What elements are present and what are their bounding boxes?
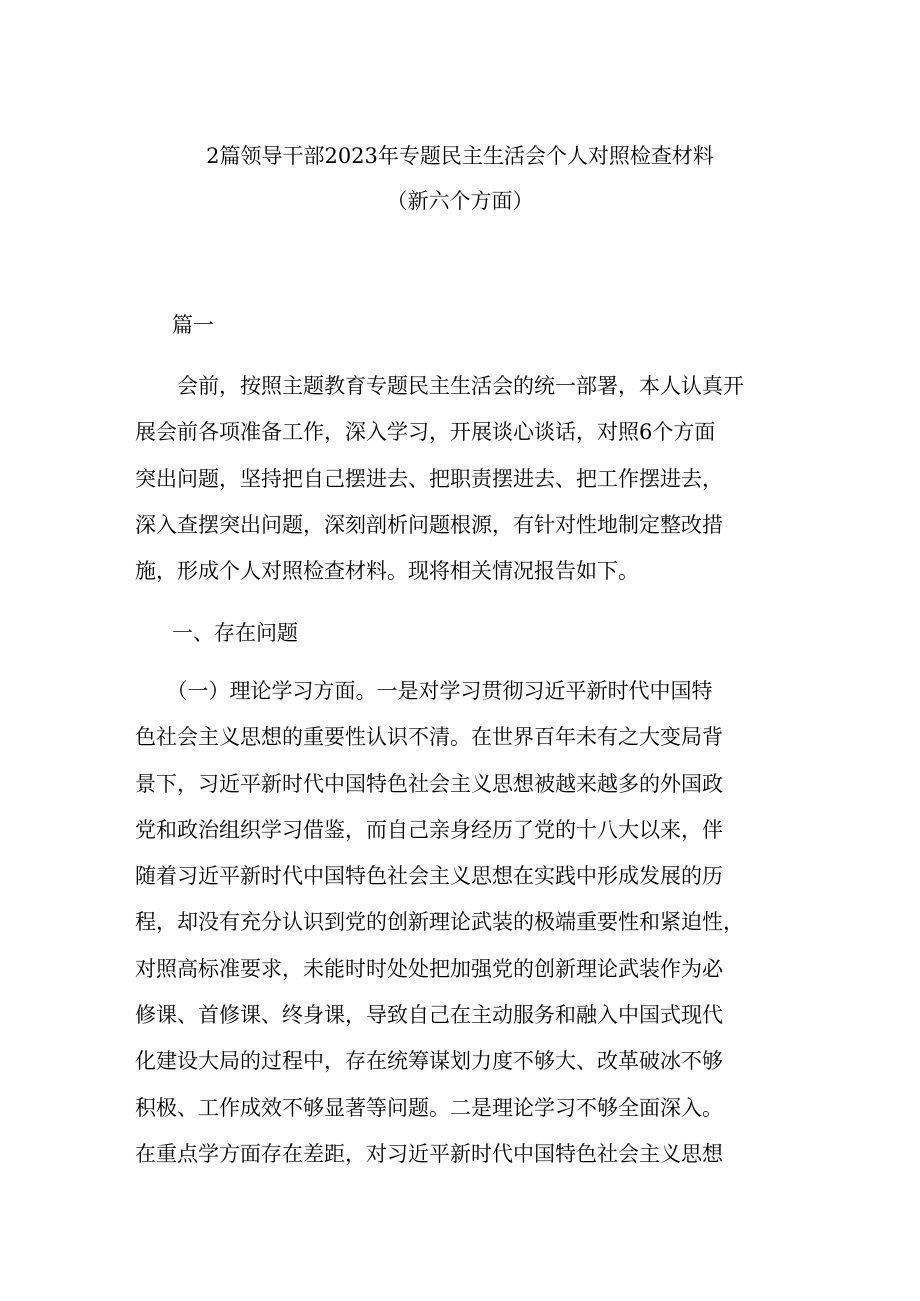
paragraph-line: 在重点学方面存在差距，对习近平新时代中国特色社会主义思想	[135, 1141, 723, 1166]
paragraph-line: 程，却没有充分认识到党的创新理论武装的极端重要性和紧迫性，	[135, 910, 744, 935]
paragraph-line: 展会前各项准备工作，深入学习，开展谈心谈话，对照6个方面	[135, 420, 716, 445]
paragraph-line: 随着习近平新时代中国特色社会主义思想在实践中形成发展的历	[135, 864, 723, 889]
section-heading: 一、存在问题	[172, 621, 298, 645]
paragraph-line: 突出问题，坚持把自己摆进去、把职责摆进去、把工作摆进去，	[135, 466, 723, 491]
paragraph-line: 深入查摆突出问题，深刻剖析问题根源，有针对性地制定整改措	[135, 512, 723, 537]
paragraph-line: 景下，习近平新时代中国特色社会主义思想被越来越多的外国政	[135, 771, 723, 796]
paragraph-line: 修课、首修课、终身课，导致自己在主动服务和融入中国式现代	[135, 1003, 723, 1028]
section-label: 篇一	[172, 313, 214, 337]
paragraph-line: 积极、工作成效不够显著等问题。二是理论学习不够全面深入。	[135, 1095, 723, 1120]
body-paragraph	[135, 668, 805, 1177]
paragraph-line: 施，形成个人对照检查材料。现将相关情况报告如下。	[135, 559, 639, 584]
paragraph-line: 化建设大局的过程中，存在统筹谋划力度不够大、改革破冰不够	[135, 1049, 723, 1074]
document-title: 2篇领导干部2023年专题民主生活会个人对照检查材料	[206, 144, 714, 168]
paragraph-line: 会前，按照主题教育专题民主生活会的统一部署，本人认真开	[135, 374, 744, 398]
intro-paragraph	[135, 363, 805, 594]
paragraph-line: （一）理论学习方面。一是对学习贯彻习近平新时代中国特	[135, 679, 713, 703]
paragraph-line: 对照高标准要求，未能时时处处把加强党的创新理论武装作为必	[135, 956, 723, 981]
paragraph-line: 党和政治组织学习借鉴，而自己亲身经历了党的十八大以来，伴	[135, 817, 723, 842]
paragraph-line: 色社会主义思想的重要性认识不清。在世界百年未有之大变局背	[135, 725, 723, 750]
document-subtitle: （新六个方面）	[386, 189, 534, 213]
